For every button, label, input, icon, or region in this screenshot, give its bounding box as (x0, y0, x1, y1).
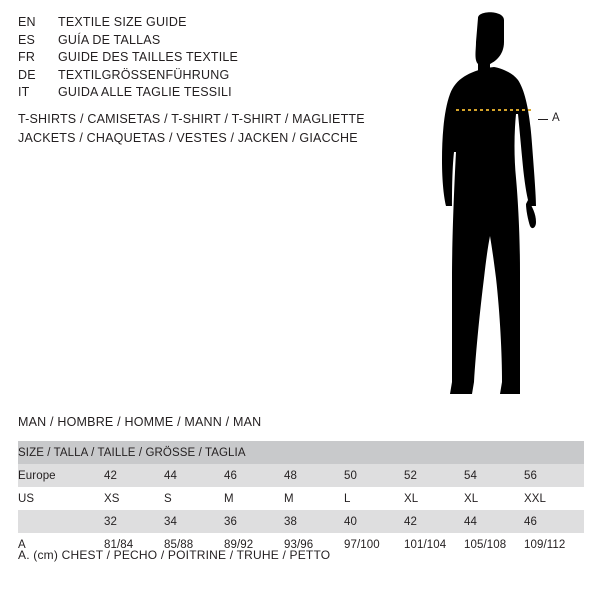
cell-a-1: 85/88 (164, 538, 194, 551)
language-text-it: GUIDA ALLE TAGLIE TESSILI (58, 85, 232, 99)
language-text-de: TEXTILGRÖSSENFÜHRUNG (58, 67, 230, 82)
cell-europe-3: 48 (284, 469, 297, 482)
language-code-es: ES (18, 32, 36, 47)
cell-us-2: M (224, 492, 234, 505)
table-row (18, 464, 584, 487)
table-title: MAN / HOMBRE / HOMME / MANN / MAN (18, 415, 262, 429)
category-line-tshirts: T-SHIRTS / CAMISETAS / T-SHIRT / T-SHIRT / MAGLIETTE (18, 112, 365, 126)
row-label-a: A (18, 538, 26, 551)
male-silhouette-figure (400, 10, 600, 410)
cell-a-4: 97/100 (344, 538, 380, 551)
cell-numeric-2: 36 (224, 515, 237, 528)
language-row-fr (18, 49, 388, 67)
cell-europe-7: 56 (524, 469, 537, 482)
size-table (18, 441, 584, 556)
language-code-en: EN (18, 15, 36, 29)
cell-numeric-1: 34 (164, 515, 177, 528)
row-label-numeric (18, 510, 104, 533)
cell-us-3: M (284, 492, 294, 505)
category-block (18, 110, 418, 148)
callout-dash (538, 119, 548, 120)
callout-label-a: A (552, 112, 561, 124)
cell-a-0: 81/84 (104, 538, 134, 551)
cell-us-5: XL (404, 492, 419, 505)
cell-a-5: 101/104 (404, 538, 447, 551)
language-header-block (18, 14, 388, 102)
language-row-en (18, 14, 388, 32)
cell-europe-6: 54 (464, 469, 477, 482)
table-row (18, 487, 584, 510)
cell-europe-1: 44 (164, 469, 177, 482)
cell-a-3: 93/96 (284, 538, 314, 551)
cell-us-0: XS (104, 492, 120, 505)
table-header-label: SIZE / TALLA / TAILLE / GRÖSSE / TAGLIA (18, 446, 246, 459)
cell-europe-4: 50 (344, 469, 357, 482)
cell-numeric-6: 44 (464, 515, 477, 528)
category-line-jackets: JACKETS / CHAQUETAS / VESTES / JACKEN / GIACCHE (18, 131, 358, 145)
cell-us-4: L (344, 492, 351, 505)
silhouette-icon (400, 10, 600, 410)
language-text-fr: GUIDE DES TAILLES TEXTILE (58, 50, 239, 64)
cell-numeric-5: 42 (404, 515, 417, 528)
cell-numeric-3: 38 (284, 515, 297, 528)
language-code-fr: FR (18, 50, 36, 64)
language-text-es: GUÍA DE TALLAS (58, 32, 161, 47)
cell-numeric-7: 46 (524, 515, 537, 528)
cell-us-1: S (164, 492, 172, 505)
language-code-de: DE (18, 67, 36, 82)
cell-a-2: 89/92 (224, 538, 254, 551)
language-text-en: TEXTILE SIZE GUIDE (58, 15, 187, 29)
cell-numeric-4: 40 (344, 515, 357, 528)
table-row (18, 510, 584, 533)
cell-us-7: XXL (524, 492, 547, 505)
cell-europe-0: 42 (104, 469, 117, 482)
row-label-europe: Europe (18, 469, 56, 482)
footnote: A. (cm) CHEST / PECHO / POITRINE / TRUHE / PETTO (18, 548, 331, 562)
language-row-de (18, 67, 388, 85)
cell-europe-5: 52 (404, 469, 417, 482)
cell-a-7: 109/112 (524, 538, 566, 551)
row-label-us: US (18, 492, 35, 505)
language-row-it (18, 84, 388, 102)
cell-us-6: XL (464, 492, 479, 505)
language-row-es (18, 32, 388, 50)
cell-numeric-0: 32 (104, 515, 117, 528)
cell-a-6: 105/108 (464, 538, 507, 551)
table-header-row (18, 441, 584, 464)
cell-europe-2: 46 (224, 469, 237, 482)
language-code-it: IT (18, 85, 30, 99)
